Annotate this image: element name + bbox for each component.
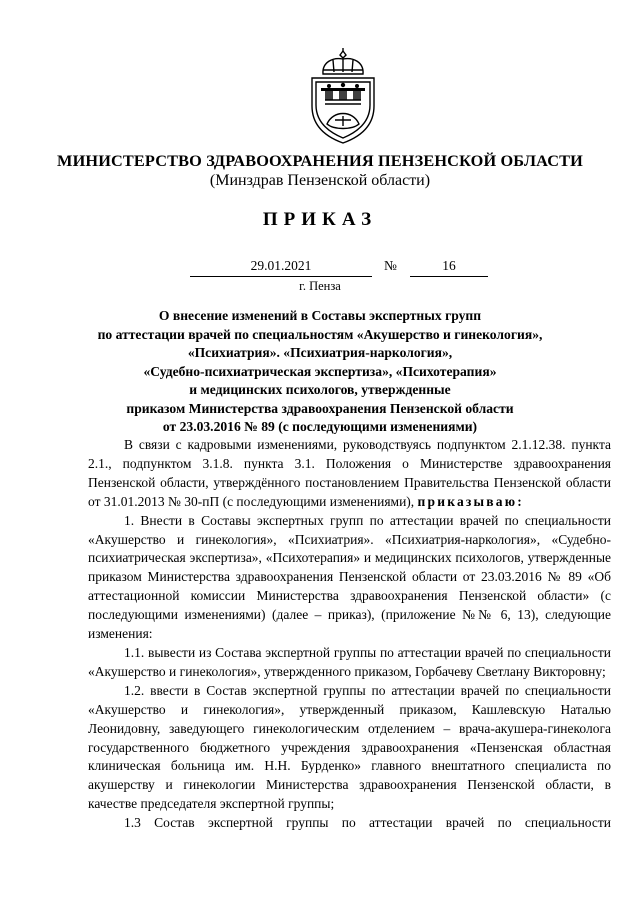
subject-line: О внесение изменений в Составы экспертных групп [158,308,482,323]
number-sign: № [384,258,397,273]
order-colon: : [517,493,522,509]
order-city: г. Пенза [299,279,341,293]
order-subject [90,307,550,437]
item-1-2: 1.2. ввести в Состав экспертной группы по аттестации врачей по специальности «Акушерство и гинекология», утвержденный приказом, Кашлевскую Наталью Леонидовну, заведующего гинекологическим отделением – врача-акушера-гинеколога государственного бюджетного учреждения здравоохранения «Пензенская областная клиническая больница им. Н.Н. Бурденко» главного внештатного специалиста по акушерству и гинекологии Министерства здравоохранения Пензенской области, в качестве председателя экспертной группы; [88,682,611,812]
subject-line: приказом Министерства здравоохранения Пензенской области [126,400,514,416]
intro-text: В связи с кадровыми изменениями, руководствуясь подпунктом 2.1.12.38. пункта 2.1., подпунктом 3.1.8. пункта 3.1. Положения о Министерстве здравоохранения Пензенской области, утверждённого постановлением Правительства Пензенской области от 31.01.2013 № 30-пП (с последующими изменениями), [88,437,611,509]
subject-line: от 23.03.2016 № 89 (с последующими изменениями) [162,419,478,434]
document-type: ПРИКАЗ [262,209,378,230]
penza-coat-of-arms-icon [303,48,383,144]
intro-paragraph [88,436,611,512]
subject-line: и медицинских психологов, утвержденные [189,382,451,397]
order-number: 16 [410,258,488,277]
ministry-short-name: (Минздрав Пензенской области) [209,172,431,189]
order-body [88,436,611,833]
subject-line: по аттестации врачей по специальностям «Акушерство и гинекология», [97,326,543,342]
item-1-1: 1.1. вывести из Состава экспертной группы по аттестации врачей по специальности «Акушерство и гинекология», утвержденного приказом, Горбачеву Светлану Викторовну; [88,644,611,679]
subject-line: «Судебно-психиатрическая экспертиза», «Психотерапия» [143,363,497,379]
order-date: 29.01.2021 [190,258,372,277]
subject-line: «Психиатрия». «Психиатрия-наркология», [187,345,453,360]
order-word: приказываю [417,493,518,509]
item-1-3: 1.3 Состав экспертной группы по аттестации врачей по специальности [124,815,611,831]
ministry-name: МИНИСТЕРСТВО ЗДРАВООХРАНЕНИЯ ПЕНЗЕНСКОЙ ОБЛАСТИ [57,151,583,170]
item-1: 1. Внести в Составы экспертных групп по аттестации врачей по специальности «Акушерство и гинекология», «Психиатрия». «Психиатрия-наркология», «Судебно-психиатрическая экспертиза», «Психотерапия» и медицинских психологов, утвержденные приказом Министерства здравоохранения Пензенской области от 23.03.2016 № 89 «Об аттестационной комиссии Министерства здравоохранения Пензенской области» (с последующими изменениями) (далее – приказ), (приложение №№ 6, 13), следующие изменения: [88,512,611,642]
